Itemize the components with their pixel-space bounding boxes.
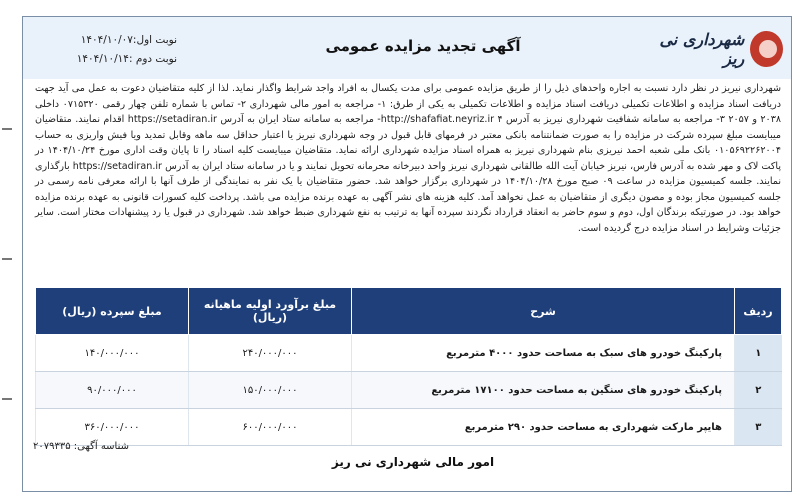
- date-first: نوبت اول:۱۴۰۴/۱۰/۰۷: [80, 34, 177, 46]
- header-deposit: مبلغ سپرده (ریال): [36, 288, 189, 335]
- row-number: ۲: [735, 372, 782, 409]
- page-edge-marks: [0, 68, 14, 488]
- header-row-number: ردیف: [735, 288, 782, 335]
- publication-dates: [37, 31, 177, 69]
- row-number: ۱: [735, 335, 782, 372]
- auction-items-table: [35, 287, 782, 446]
- row-number: ۳: [735, 409, 782, 446]
- row-description: پارکینگ خودرو های سنگین به مساحت حدود ۱۷۱۰۰ مترمربع: [352, 372, 735, 409]
- logo-text: شهرداری نی ریز: [659, 30, 745, 68]
- date-second: نوبت دوم :۱۴۰۴/۱۰/۱۴: [76, 53, 177, 65]
- municipality-logo: [643, 29, 783, 69]
- table-row: [36, 335, 782, 372]
- ad-title: آگهی تجدید مزایده عمومی: [325, 37, 521, 55]
- row-deposit: ۳۶۰/۰۰۰/۰۰۰: [36, 409, 189, 446]
- row-description: هایپر مارکت شهرداری به مساحت حدود ۲۹۰ مترمربع: [352, 409, 735, 446]
- ad-code: شناسه آگهی: ۲۰۷۹۳۳۵: [33, 441, 130, 452]
- ad-header: [23, 17, 791, 79]
- ad-signature: امور مالی شهرداری نی ریز: [331, 455, 495, 469]
- emblem-icon: [750, 31, 783, 67]
- ad-body-paragraph: شهرداری نیریز در نظر دارد نسبت به اجاره واحدهای ذیل را از طریق مزایده عمومی برای مدت یکسال به افراد واجد شرایط واگذار نماید. لذا از کلیه متقاضیان دعوت به عمل می آید جهت دریافت اسناد مزایده و اطلاعات تکمیلی دریافت اسناد مزایده و اطلاعات تکمیلی به یکی از طرق: ۱- مراجعه به امور مالی شهرداری ۲- تماس با شماره تلفن چهار رقمی ۰۷۱۵۳۲۰ داخلی ۲۰۳۸ و ۲۰۵۷ ۳- مراجعه به سامانه شفافیت شهرداری نیریز به آدرس http://shafafiat.neyriz.ir ۴- مراجعه به سامانه ستاد ایران به آدرس https://setadiran.ir اقدام نمایند. متقاضیان میبایست مبلغ سپرده شرکت در مزایده را به صورت ضمانتنامه بانکی معتبر در فرمهای قابل قبول در وجه شهرداری نیریز یا اعتبار حداقل سه ماهه وقابل تمدید ویا فیش واریزی به حساب ۰۱۰۵۶۹۲۲۶۲۰۰۴ بانک ملی شعبه احمد نیریزی بنام شهرداری نیریز به همراه اسناد مزایده شهرداری ارائه نماید. متقاضیان میبایست کلیه اسناد را تا پایان وقت اداری مورخ ۱۴۰۴/۱۰/۲۴ در پاکت لاک و مهر شده به آدرس فارس، نیریز خیابان آیت الله طالقانی شهرداری نیریز واحد دبیرخانه محرمانه تحویل نمایند و یا در سامانه ستاد ایران به آدرس https://setadiran.ir بارگذاری نمایند. جلسه کمیسیون مزایده در ساعت ۰۹ صبح مورخ ۱۴۰۴/۱۰/۲۸ در شهرداری برگزار خواهد شد. حضور متقاضیان یا یک نفر به نمایندگی از طرف آنها با ارائه معرفی نامه رسمی در جلسه کمیسیون مجاز بوده و مصون دیگری از متقاضیان به عمل نخواهد آمد. کلیه هزینه های نشر آگهی به عهده برنده مزایده می باشد. پرداخت کلیه کسورات قانونی به عهده برنده مزایده خواهد بود. در صورتیکه برندگان اول، دوم و سوم حاضر به انعقاد قرارداد نگردند سپرده آنها به ترتیب به نفع شهرداری ضبط خواهد شد. شهرداری در قبول یا رد پیشنهادات مختار است. سایر جزئیات وشرایط در اسناد مزایده درج گردیده است.: [35, 83, 782, 234]
- header-description: شرح: [352, 288, 735, 335]
- header-estimate: مبلغ برآورد اولیه ماهیانه (ریال): [189, 288, 352, 335]
- row-deposit: ۹۰/۰۰۰/۰۰۰: [36, 372, 189, 409]
- ad-frame: [22, 16, 792, 492]
- row-description: پارکینگ خودرو های سبک به مساحت حدود ۴۰۰۰ مترمربع: [352, 335, 735, 372]
- row-estimate: ۲۴۰/۰۰۰/۰۰۰: [189, 335, 352, 372]
- row-estimate: ۱۵۰/۰۰۰/۰۰۰: [189, 372, 352, 409]
- table-header-row: [36, 288, 782, 335]
- row-deposit: ۱۴۰/۰۰۰/۰۰۰: [36, 335, 189, 372]
- table-row: [36, 409, 782, 446]
- row-estimate: ۶۰۰/۰۰۰/۰۰۰: [189, 409, 352, 446]
- table-row: [36, 372, 782, 409]
